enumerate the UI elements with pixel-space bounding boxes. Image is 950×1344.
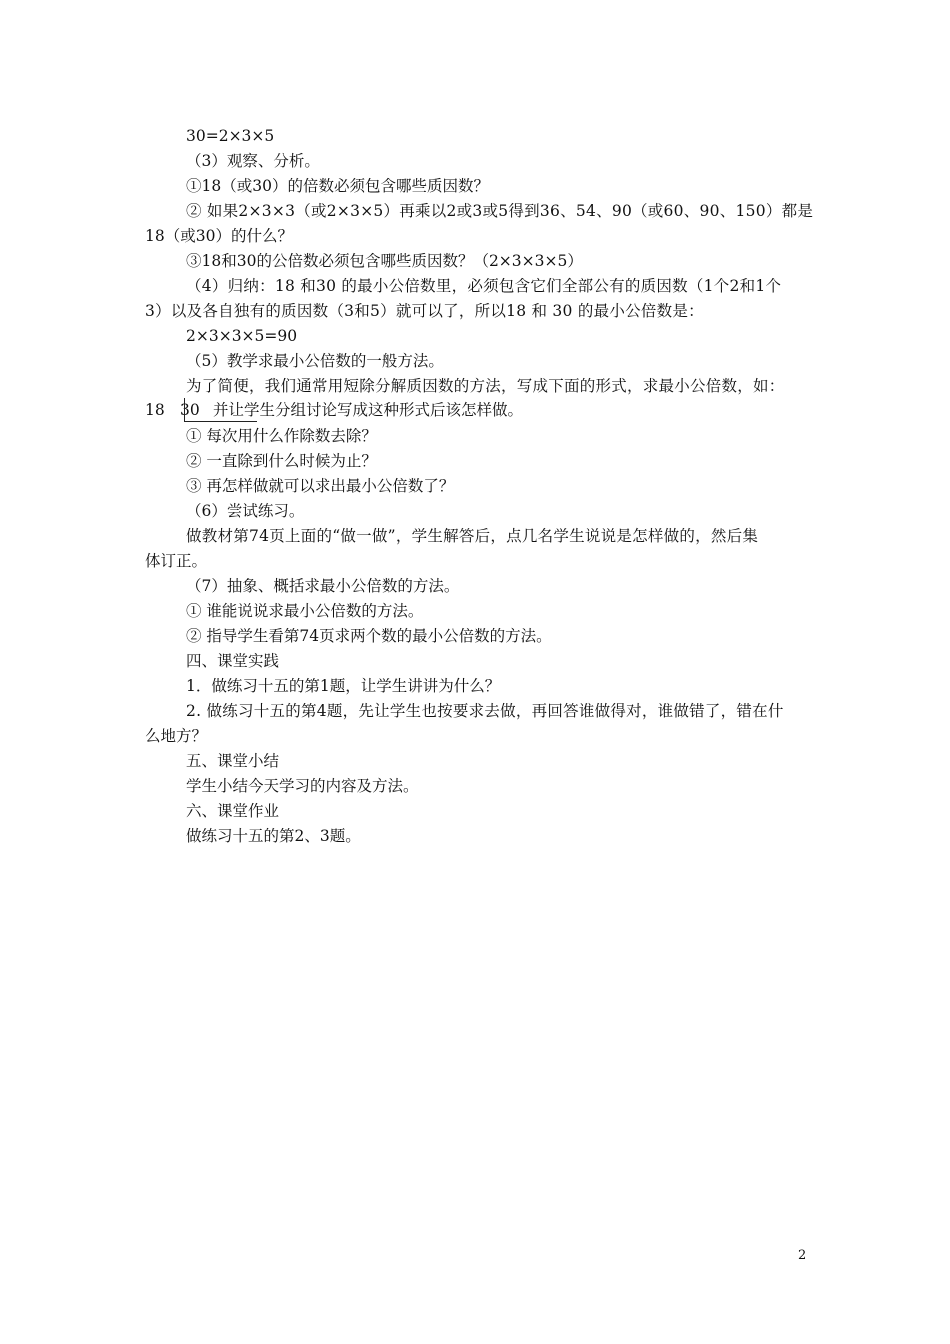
practice-item-2-line-2: 么地方？ [145, 727, 208, 745]
page-number: 2 [798, 1248, 807, 1263]
step-6-line-2: 体订正。 [145, 552, 208, 570]
step-6-heading: （6）尝试练习。 [186, 502, 305, 520]
dividend-18: 18 [145, 401, 165, 419]
practice-item-2-line-1: 2. 做练习十五的第4题，先让学生也按要求去做，再回答谁做得对，谁做错了，错在什 [186, 702, 784, 720]
short-division-bracket [184, 398, 257, 422]
practice-item-1: 1．做练习十五的第1题，让学生讲讲为什么？ [186, 677, 501, 695]
step-7-item-2: ② 指导学生看第74页求两个数的最小公倍数的方法。 [186, 627, 552, 645]
step-6-line-1: 做教材第74页上面的“做一做”，学生解答后，点几名学生说说是怎样做的，然后集 [186, 527, 759, 545]
step-4-line-2: 3）以及各自独有的质因数（3和5）就可以了，所以18 和 30 的最小公倍数是： [145, 302, 704, 320]
lcm-result: 2×3×3×5=90 [186, 327, 298, 345]
step-7-item-1: ① 谁能说说求最小公倍数的方法。 [186, 602, 424, 620]
short-division-intro: 为了简便，我们通常用短除分解质因数的方法，写成下面的形式，求最小公倍数，如： [186, 377, 785, 395]
division-question-1: ① 每次用什么作除数去除？ [186, 427, 377, 445]
question-3: ③18和30的公倍数必须包含哪些质因数？（2×3×3×5） [186, 252, 583, 270]
equation-30: 30=2×3×5 [186, 127, 275, 145]
step-3-heading: （3）观察、分析。 [186, 152, 320, 170]
division-question-2: ② 一直除到什么时候为止？ [186, 452, 377, 470]
homework-text: 做练习十五的第2、3题。 [186, 827, 361, 845]
dividend-30: 30 [180, 401, 200, 419]
question-2-line-1: ② 如果2×3×3（或2×3×5）再乘以2或3或5得到36、54、90（或60、90、150）都是 [186, 202, 814, 220]
section-4-heading: 四、课堂实践 [186, 652, 280, 670]
step-5-heading: （5）教学求最小公倍数的一般方法。 [186, 352, 444, 370]
division-question-3: ③ 再怎样做就可以求出最小公倍数了？ [186, 477, 455, 495]
group-discussion-text: 并让学生分组讨论写成这种形式后该怎样做。 [213, 401, 524, 419]
question-2-line-2: 18（或30）的什么？ [145, 227, 293, 245]
step-7-heading: （7）抽象、概括求最小公倍数的方法。 [186, 577, 460, 595]
question-1: ①18（或30）的倍数必须包含哪些质因数？ [186, 177, 489, 195]
section-5-heading: 五、课堂小结 [186, 752, 280, 770]
summary-text: 学生小结今天学习的内容及方法。 [186, 777, 419, 795]
section-6-heading: 六、课堂作业 [186, 802, 280, 820]
step-4-line-1: （4）归纳：18 和30 的最小公倍数里，必须包含它们全部公有的质因数（1个2和1个 [186, 277, 782, 295]
